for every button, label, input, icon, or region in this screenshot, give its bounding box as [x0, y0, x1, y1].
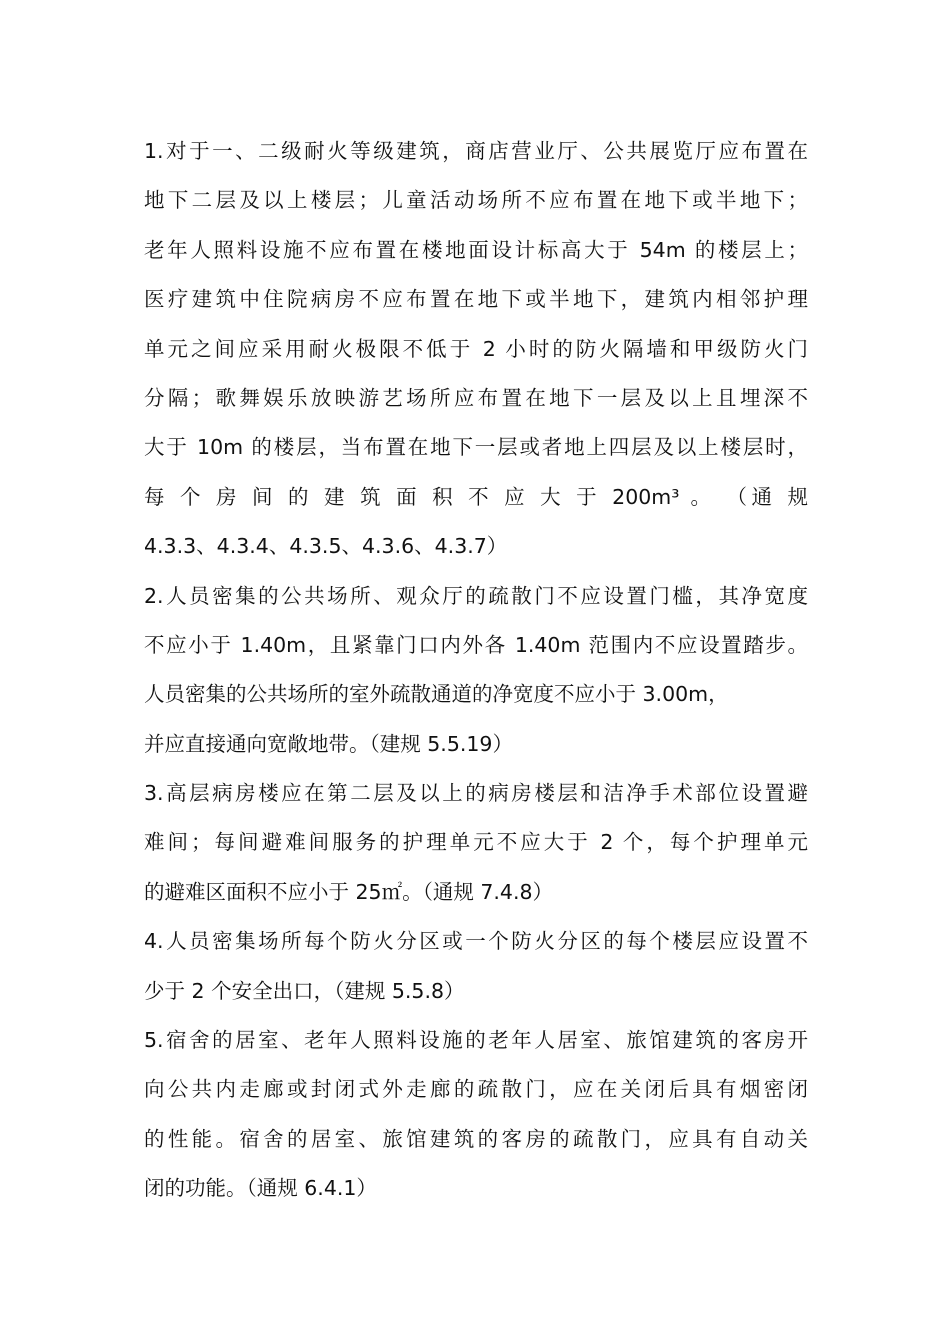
text-line: 4.人员密集场所每个防火分区或一个防火分区的每个楼层应设置不	[144, 929, 808, 954]
text-line: 5.宿舍的居室、老年人照料设施的老年人居室、旅馆建筑的客房开	[144, 1028, 808, 1053]
text-line: 老年人照料设施不应布置在楼地面设计标高大于 54m 的楼层上；	[144, 237, 808, 262]
text-line: 的性能。宿舍的居室、旅馆建筑的客房的疏散门，应具有自动关	[144, 1126, 808, 1151]
text-line: 并应直接通向宽敞地带。（建规 5.5.19）	[144, 731, 513, 756]
text-line: 不应小于 1.40m，且紧靠门口内外各 1.40m 范围内不应设置踏步。	[144, 632, 808, 657]
text-line: 每 个 房 间 的 建 筑 面 积 不 应 大 于 200m³ 。 （通 规	[144, 484, 808, 509]
document-body	[144, 127, 808, 1214]
text-line: 医疗建筑中住院病房不应布置在地下或半地下，建筑内相邻护理	[144, 287, 808, 312]
text-line: 地下二层及以上楼层；儿童活动场所不应布置在地下或半地下；	[144, 188, 808, 213]
text-line: 的避难区面积不应小于 25㎡。（通规 7.4.8）	[144, 879, 554, 904]
text-line: 闭的功能。（通规 6.4.1）	[144, 1176, 377, 1201]
text-line: 少于 2 个安全出口，（建规 5.5.8）	[144, 978, 465, 1003]
text-line: 向公共内走廊或封闭式外走廊的疏散门，应在关闭后具有烟密闭	[144, 1077, 808, 1102]
text-line: 人员密集的公共场所的室外疏散通道的净宽度不应小于 3.00m，	[144, 682, 729, 707]
text-line: 难间；每间避难间服务的护理单元不应大于 2 个，每个护理单元	[144, 830, 808, 855]
text-line: 2.人员密集的公共场所、观众厅的疏散门不应设置门槛，其净宽度	[144, 583, 808, 608]
text-line: 4.3.3、4.3.4、4.3.5、4.3.6、4.3.7）	[144, 534, 508, 559]
text-line: 3.高层病房楼应在第二层及以上的病房楼层和洁净手术部位设置避	[144, 781, 808, 806]
text-line: 分隔；歌舞娱乐放映游艺场所应布置在地下一层及以上且埋深不	[144, 385, 808, 410]
text-line: 1.对于一、二级耐火等级建筑，商店营业厅、公共展览厅应布置在	[144, 139, 808, 163]
text-line: 单元之间应采用耐火极限不低于 2 小时的防火隔墙和甲级防火门	[144, 336, 808, 361]
text-line: 大于 10m 的楼层，当布置在地下一层或者地上四层及以上楼层时，	[144, 435, 808, 460]
